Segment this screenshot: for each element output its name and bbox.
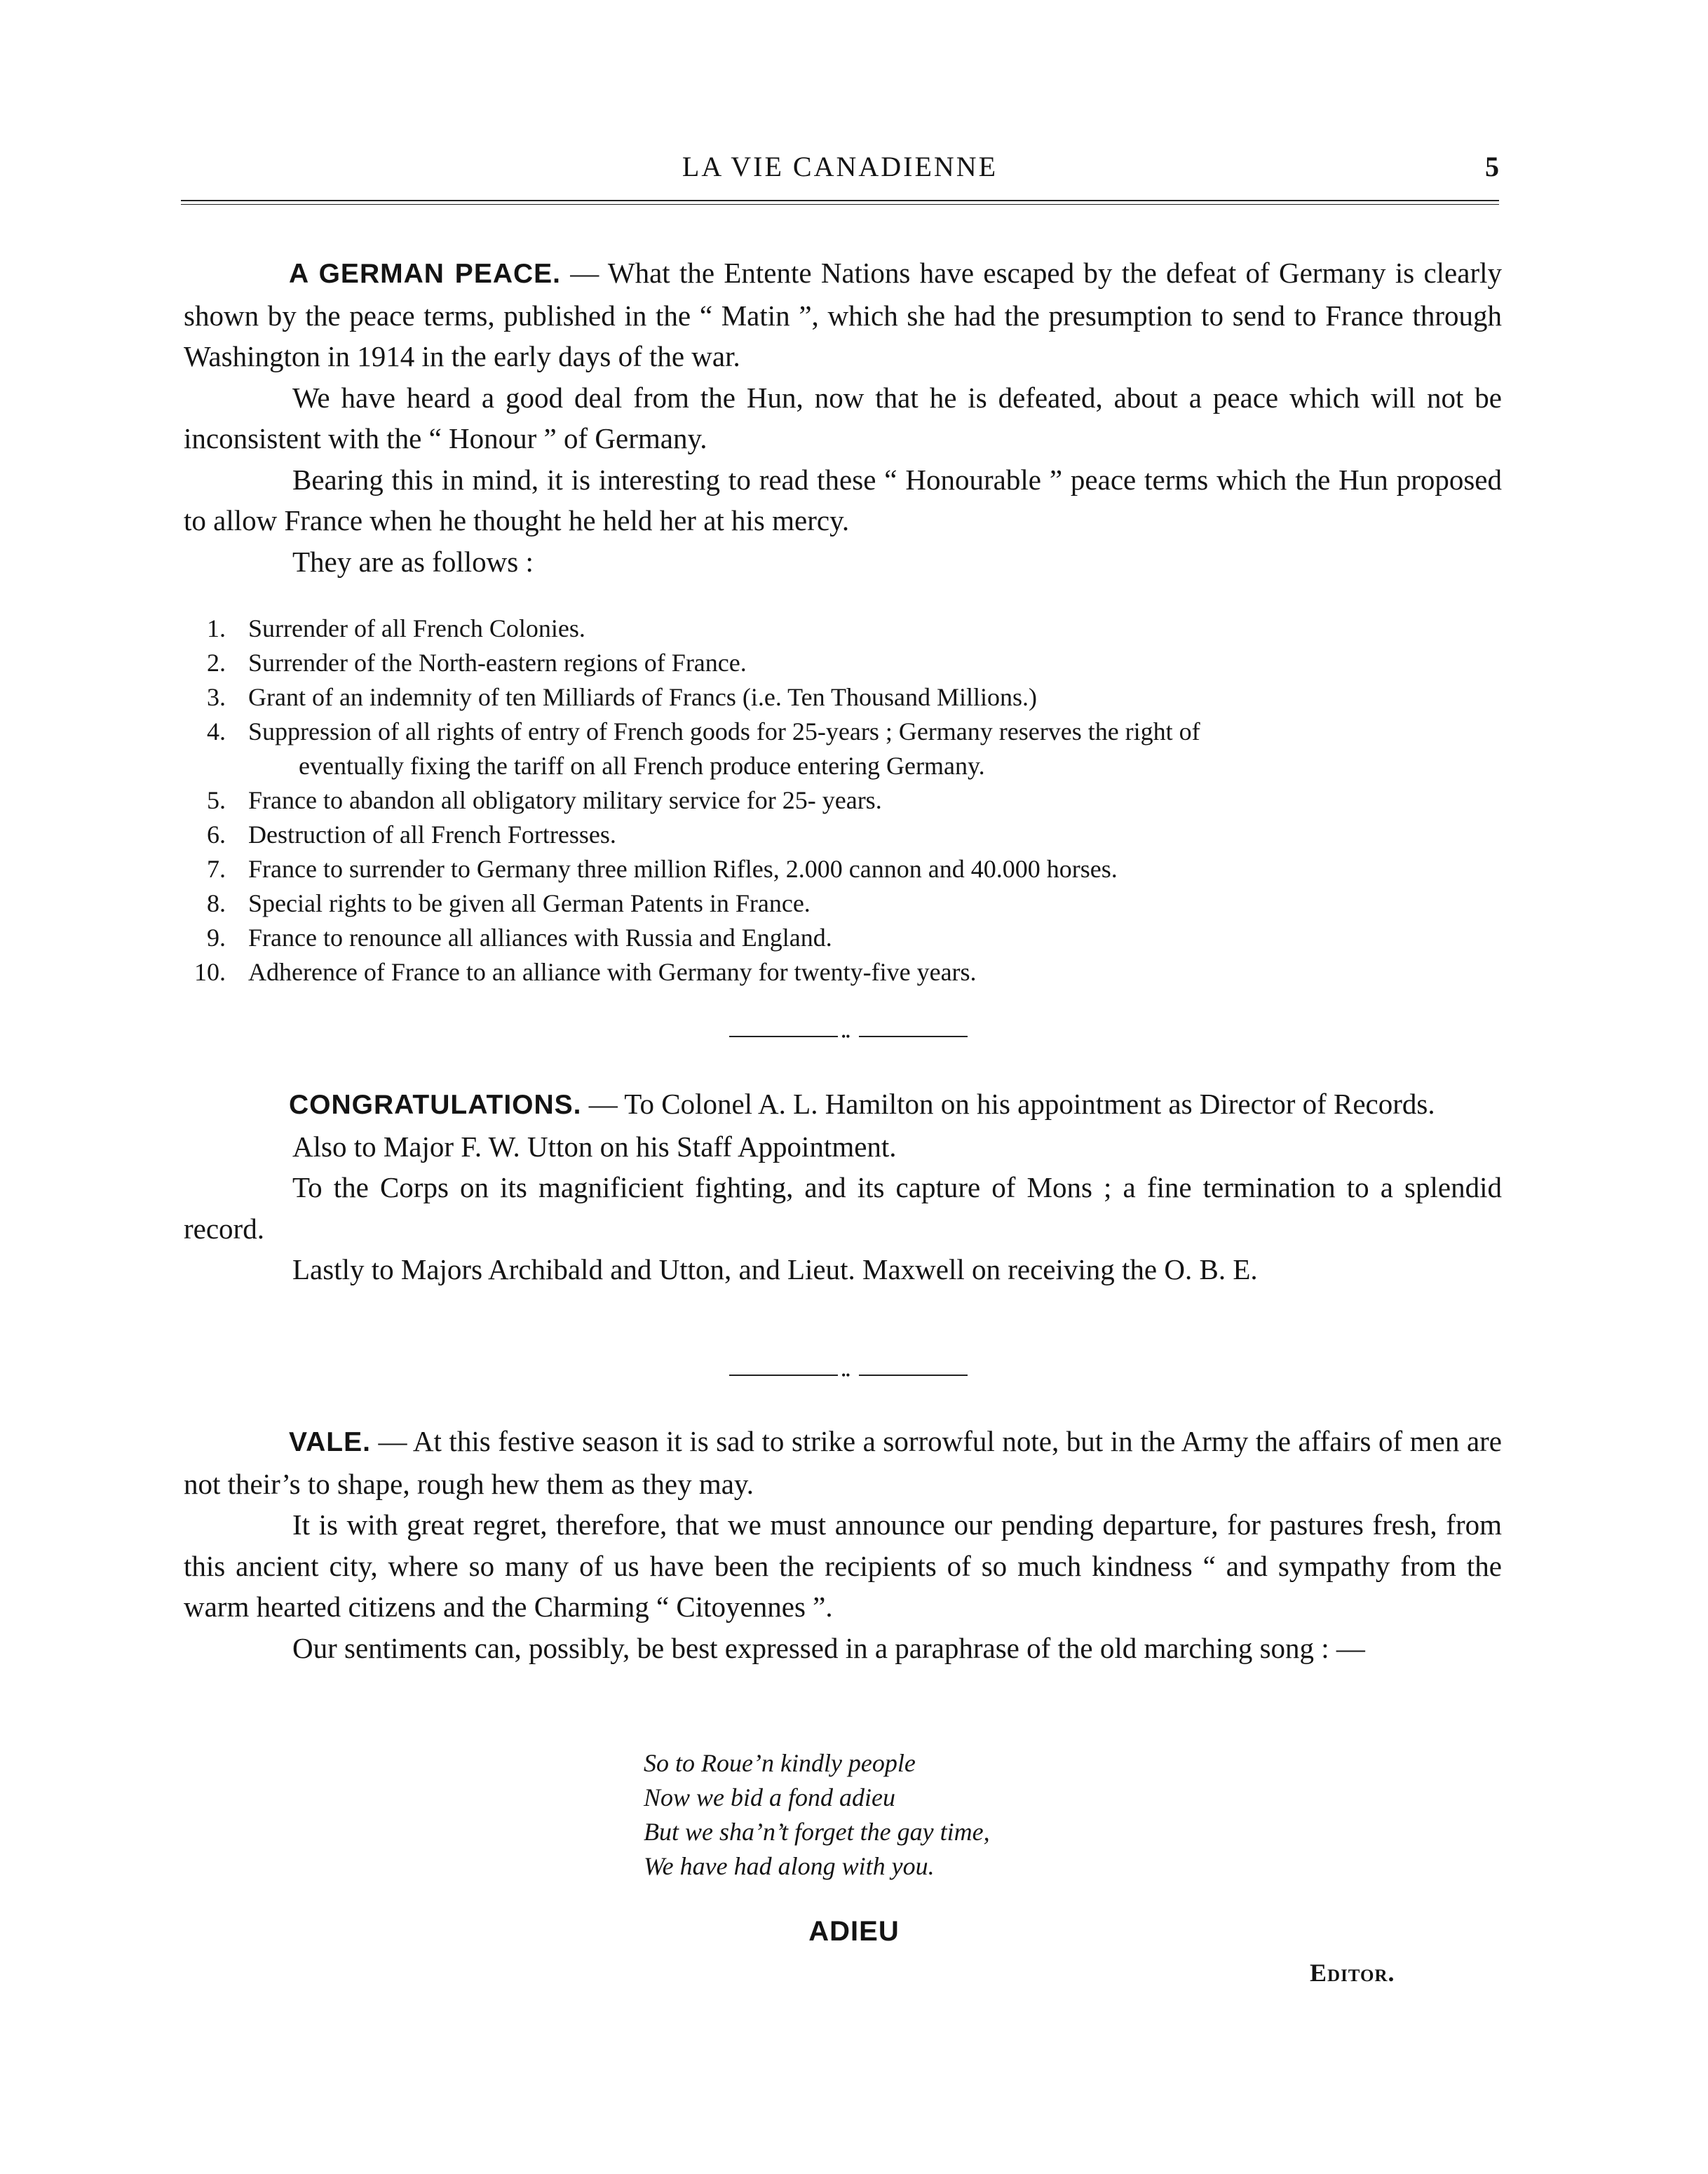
term-item: 2. Surrender of the North-eastern regions of France. (207, 649, 747, 677)
term-item: 7. France to surrender to Germany three million Rifles, 2.000 cannon and 40.000 horses. (207, 855, 1118, 883)
verse-line: So to Roue’n kindly people (644, 1749, 916, 1777)
section-separator: •• (729, 1032, 968, 1041)
adieu-heading: ADIEU (808, 1916, 900, 1947)
congratulations-heading: CONGRATULATIONS. (289, 1090, 582, 1120)
term-item: 10. Adherence of France to an alliance with Germany for twenty-five years. (194, 958, 977, 986)
vale-paragraph-2: It is with great regret, therefore, that we must announce our pending departure, for pastures fresh, from this ancient city, where so many of us have been the recipients of so much kindness “ and sympathy from the warm hearted citizens and the Charming “ Citoyennes ”. (184, 1508, 1502, 1623)
page-number: 5 (1485, 151, 1499, 182)
term-item: 4. Suppression of all rights of entry of French goods for 25-years ; Germany reserves the right of eventually fixing the tariff on all French produce entering Germany. (184, 715, 1502, 783)
verse-line: Now we bid a fond adieu (644, 1783, 895, 1811)
publication-title: LA VIE CANADIENNE (682, 151, 998, 182)
term-continuation: eventually fixing the tariff on all French produce entering Germany. (299, 752, 985, 780)
congratulations-paragraph-4: Lastly to Majors Archibald and Utton, and Lieut. Maxwell on receiving the O. B. E. (292, 1253, 1258, 1285)
congratulations-paragraph-2: Also to Major F. W. Utton on his Staff Appointment. (292, 1130, 897, 1163)
running-header (181, 150, 1499, 192)
verse-line: But we sha’n’t forget the gay time, (644, 1818, 990, 1846)
german-peace-paragraph-1: A GERMAN PEACE. — What the Entente Nations have escaped by the defeat of Germany is clearly shown by the peace terms, published in the “ Matin ”, which she had the presumption to send to France through Washington in 1914 in the early days of the war. (184, 257, 1502, 372)
congratulations-paragraph-1: CONGRATULATIONS. — To Colonel A. L. Hamilton on his appointment as Director of Records. (289, 1088, 1435, 1120)
german-peace-paragraph-4: They are as follows : (292, 545, 534, 578)
term-item: 9. France to renounce all alliances with Russia and England. (207, 924, 832, 952)
verse-line: We have had along with you. (644, 1852, 935, 1880)
editor-signoff: Editor. (1310, 1959, 1395, 1987)
term-item: 8. Special rights to be given all German Patents in France. (207, 889, 811, 917)
vale-paragraph-1: VALE. — At this festive season it is sad to strike a sorrowful note, but in the Army the affairs of men are not their’s to shape, rough hew them as they may. (184, 1425, 1502, 1500)
term-item: 5. France to abandon all obligatory military service for 25- years. (207, 786, 882, 814)
german-peace-paragraph-3: Bearing this in mind, it is interesting to read these “ Honourable ” peace terms which the Hun proposed to allow France when he thought he held her at his mercy. (184, 463, 1502, 536)
congratulations-section (184, 1083, 1502, 1290)
vale-heading: VALE. (289, 1427, 371, 1457)
german-peace-section (184, 252, 1502, 582)
term-item: 6. Destruction of all French Fortresses. (207, 821, 616, 849)
vale-paragraph-3: Our sentiments can, possibly, be best expressed in a paraphrase of the old marching song : — (292, 1631, 1365, 1664)
term-item: 3. Grant of an indemnity of ten Milliards of Francs (i.e. Ten Thousand Millions.) (207, 683, 1037, 711)
term-item: 1. Surrender of all French Colonies. (207, 614, 585, 642)
marching-song-verse (644, 1746, 990, 1884)
congratulations-paragraph-3: To the Corps on its magnificient fighting, and its capture of Mons ; a fine termination to a splendid record. (184, 1171, 1502, 1245)
german-peace-heading: A GERMAN PEACE. (289, 259, 562, 289)
section-separator: •• (729, 1371, 968, 1379)
header-rule (181, 200, 1499, 205)
vale-section (184, 1421, 1502, 1668)
german-peace-paragraph-2: We have heard a good deal from the Hun, now that he is defeated, about a peace which will not be inconsistent with the “ Honour ” of Germany. (184, 381, 1502, 454)
peace-terms-list (184, 612, 1502, 990)
